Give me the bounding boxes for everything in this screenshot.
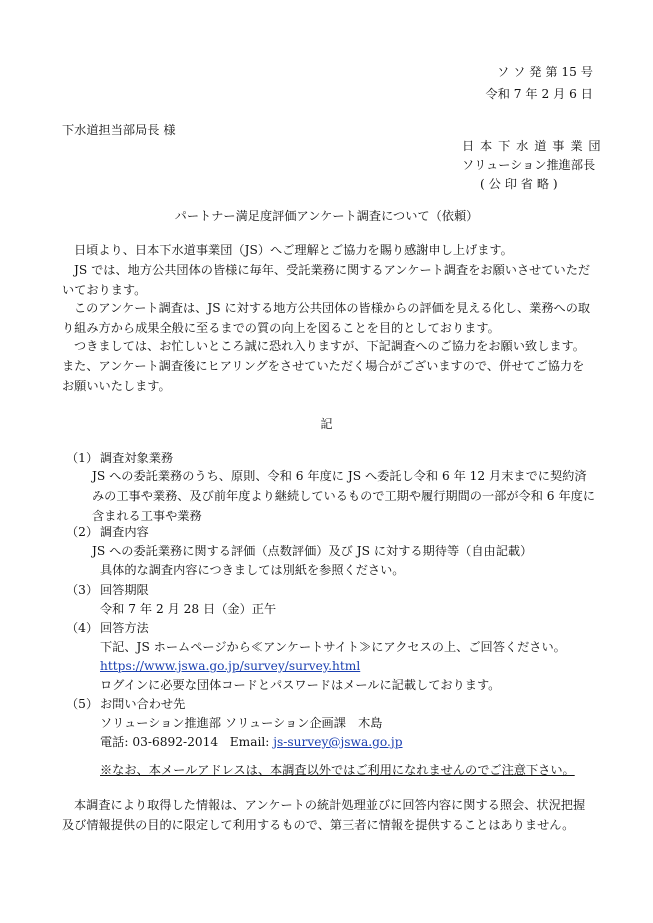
survey-url-link[interactable]: https://www.jswa.go.jp/survey/survey.html: [100, 659, 361, 673]
survey-url-line: [100, 656, 360, 676]
item-2-line-2: 具体的な調査内容につきましては別紙を参照ください。: [100, 563, 405, 577]
email-link[interactable]: js-survey@jswa.go.jp: [273, 735, 403, 749]
item-4-line-1: 下記、JS ホームページから≪アンケートサイト≫にアクセスの上、ご回答ください。: [100, 640, 566, 654]
footer-paragraph: 本調査により取得した情報は、アンケートの統計処理並びに回答内容に関する照会、状況把握及び情報提供の目的に限定して利用するもので、第三者に情報を提供することはありません。: [62, 798, 586, 832]
item-2-heading: 調査内容: [100, 525, 149, 539]
item-5-heading: お問い合わせ先: [100, 697, 186, 711]
ki-heading: 記: [320, 417, 333, 431]
item-1-heading: 調査対象業務: [100, 451, 174, 465]
document-number: ソ ソ 発 第 15 号: [497, 65, 593, 79]
email-note: ※なお、本メールアドレスは、本調査以外ではご利用になれませんのでご注意下さい。: [100, 763, 575, 777]
item-1-number: （1）: [66, 451, 99, 465]
item-4-number: （4）: [66, 621, 99, 635]
body-paragraph-1: 日頃より、日本下水道事業団（JS）へご理解とご協力を賜り感謝申し上げます。: [74, 243, 513, 257]
item-3-heading: 回答期限: [100, 583, 149, 597]
item-1-text: JS への委託業務のうち、原則、令和 6 年度に JS へ委託し令和 6 年 12 月末までに契約済みの工事や業務、及び前年度より継続しているもので工期や履行期間の一部が令和 6 年度に含まれる工事や業務: [92, 469, 596, 523]
document-date: 令和 7 年 2 月 6 日: [485, 87, 593, 101]
item-5-number: （5）: [66, 697, 99, 711]
email-label: Email:: [229, 735, 270, 749]
document-title: パートナー満足度評価アンケート調査について（依頼）: [174, 209, 479, 223]
item-5-line-1: ソリューション推進部 ソリューション企画課 木島: [100, 716, 383, 730]
item-3-number: （3）: [66, 583, 99, 597]
item-3-line-1: 令和 7 年 2 月 28 日（金）正午: [100, 602, 277, 616]
body-paragraph-3: このアンケート調査は、JS に対する地方公共団体の皆様からの評価を見える化し、業務への取り組み方から成果全般に至るまでの質の向上を図ることを目的としております。: [62, 301, 591, 335]
item-2-line-1: JS への委託業務に関する評価（点数評価）及び JS に対する期待等（自由記載）: [92, 544, 533, 558]
item-4-line-3: ログインに必要な団体コードとパスワードはメールに記載しております。: [100, 678, 501, 692]
item-4-heading: 回答方法: [100, 621, 149, 635]
sender-dept: ソリューション推進部長: [462, 158, 596, 172]
sender-org: 日 本 下 水 道 事 業 団: [462, 139, 602, 153]
body-paragraph-2: JS では、地方公共団体の皆様に毎年、受託業務に関するアンケート調査をお願いさせていただいております。: [62, 263, 591, 297]
seal-omitted: ( 公 印 省 略 ): [480, 177, 558, 191]
item-2-number: （2）: [66, 525, 99, 539]
phone-label: 電話: 03-6892-2014: [100, 735, 219, 749]
body-paragraph-4: つきましては、お忙しいところ誠に恐れ入りますが、下記調査へのご協力をお願い致します。また、アンケート調査後にヒアリングをさせていただく場合がございますので、併せてご協力をお願いいたします。: [62, 339, 585, 393]
contact-line: [100, 732, 403, 752]
recipient: 下水道担当部局長 様: [62, 123, 176, 137]
